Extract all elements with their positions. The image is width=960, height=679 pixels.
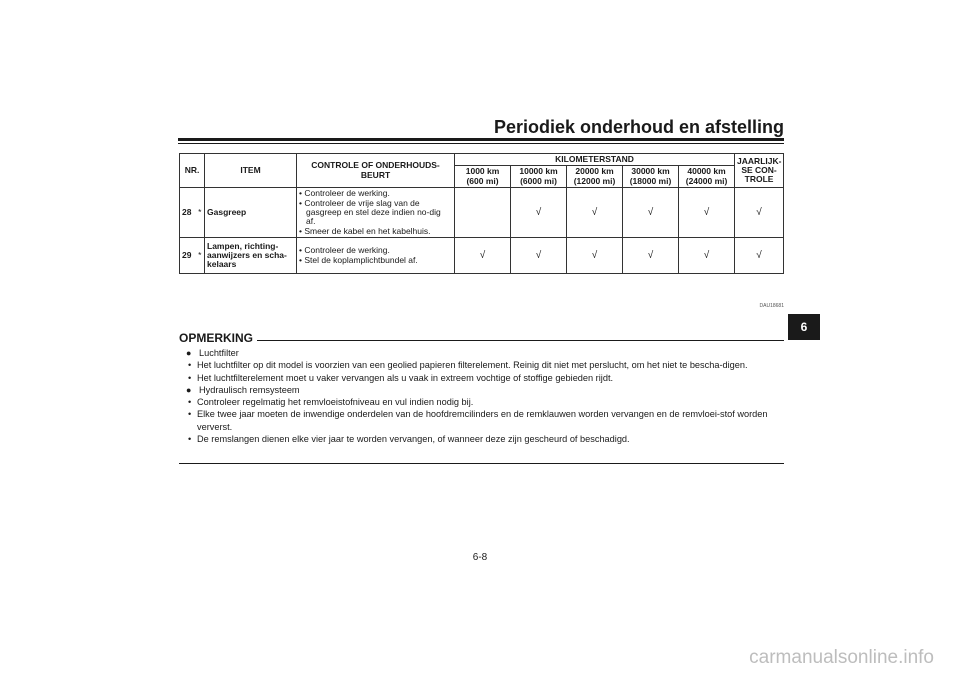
note-sublist (183, 359, 783, 384)
header-nr: NR. (180, 154, 205, 188)
row-number: 29 (180, 238, 196, 274)
table-row (180, 238, 784, 274)
note-topic (183, 347, 783, 359)
bullet-icon: • (188, 434, 192, 445)
bullet-icon: ● (186, 384, 192, 395)
note-rule (179, 340, 784, 341)
bullet-icon: • (188, 409, 192, 420)
check-item: • Controleer de werking. (299, 188, 390, 199)
note-body (183, 347, 783, 445)
mi-label: (18000 mi) (629, 175, 672, 186)
check-mark: √ (511, 188, 567, 238)
row-star: * (196, 238, 205, 274)
check-mark: √ (455, 238, 511, 274)
check-mark: √ (567, 238, 623, 274)
chapter-tab[interactable]: 6 (788, 314, 820, 340)
table-row (180, 188, 784, 238)
check-mark: √ (735, 238, 784, 274)
topic-title: Hydraulisch remsysteem (199, 384, 300, 395)
list-item-text: Het luchtfilter op dit model is voorzien van een geolied papieren filterelement. Reinig dit niet met perslucht, om het niet te bescha-digen. (197, 360, 748, 371)
row-checks (297, 238, 455, 274)
bullet-icon: ● (186, 348, 192, 358)
check-mark: √ (511, 238, 567, 274)
bullet-icon: • (188, 372, 192, 383)
bullet-icon: • (188, 360, 192, 371)
list-item-text: De remslangen dienen elke vier jaar te worden vervangen, of wanneer deze zijn gescheurd of beschadigd. (197, 434, 630, 445)
page-number: 6-8 (472, 552, 488, 563)
note-rule-bottom (179, 463, 784, 464)
list-item (183, 408, 783, 433)
list-item-text: Het luchtfilterelement moet u vaker vervangen als u vaak in extreem vochtige of stoffige gebieden rijdt. (197, 372, 614, 383)
list-item (183, 396, 783, 408)
note-heading: OPMERKING (179, 331, 257, 345)
mi-label: (12000 mi) (573, 175, 616, 186)
check-mark: √ (623, 188, 679, 238)
km-label: 40000 km (687, 166, 726, 177)
check-item: • Controleer de vrije slag van de gasgreep en stel deze indien no-dig af. (299, 197, 441, 227)
mi-label: (24000 mi) (685, 175, 728, 186)
check-mark: √ (679, 188, 735, 238)
title-rule-thin (178, 143, 784, 144)
check-mark: √ (679, 238, 735, 274)
row-item: Gasgreep (205, 188, 297, 238)
row-checks (297, 188, 455, 238)
list-item (183, 372, 783, 384)
check-mark (455, 188, 511, 238)
odometer-col (623, 166, 679, 188)
odometer-col (455, 166, 511, 188)
watermark: carmanualsonline.info (749, 647, 934, 668)
km-label: 10000 km (519, 166, 558, 177)
check-item: • Controleer de werking. (299, 245, 390, 256)
list-item-text: Controleer regelmatig het remvloeistofniveau en vul indien nodig bij. (197, 397, 474, 408)
odometer-col (511, 166, 567, 188)
header-check: CONTROLE OF ONDERHOUDS-BEURT (297, 154, 455, 188)
page-title: Periodiek onderhoud en afstelling (493, 117, 784, 137)
mi-label: (600 mi) (466, 175, 499, 186)
row-star: * (196, 188, 205, 238)
header-item: ITEM (205, 154, 297, 188)
km-label: 20000 km (575, 166, 614, 177)
odometer-col (567, 166, 623, 188)
list-item-text: Elke twee jaar moeten de inwendige onderdelen van de hoofdremcilinders en de remklauwen worden vervangen en de remvloei-stof worden ververst. (197, 409, 768, 432)
check-mark: √ (623, 238, 679, 274)
note-topic (183, 384, 783, 396)
check-item: • Smeer de kabel en het kabelhuis. (299, 225, 431, 236)
check-mark: √ (567, 188, 623, 238)
odometer-col (679, 166, 735, 188)
document-code: DAU18681 (759, 303, 784, 309)
km-label: 1000 km (465, 166, 500, 177)
topic-title: Luchtfilter (199, 348, 239, 358)
header-annual: JAARLIJK-SE CON-TROLE (735, 154, 784, 188)
mi-label: (6000 mi) (520, 175, 557, 186)
km-label: 30000 km (631, 166, 670, 177)
list-item (183, 359, 783, 371)
list-item (183, 433, 783, 445)
bullet-icon: • (188, 397, 192, 408)
title-rule (178, 138, 784, 141)
row-number: 28 (180, 188, 196, 238)
header-odometer: KILOMETERSTAND (455, 154, 735, 166)
check-item: • Stel de koplamplichtbundel af. (299, 254, 418, 265)
check-mark: √ (735, 188, 784, 238)
row-item: Lampen, richting-aanwijzers en scha-kelaars (205, 238, 297, 274)
maintenance-table (179, 153, 784, 274)
note-sublist (183, 396, 783, 445)
